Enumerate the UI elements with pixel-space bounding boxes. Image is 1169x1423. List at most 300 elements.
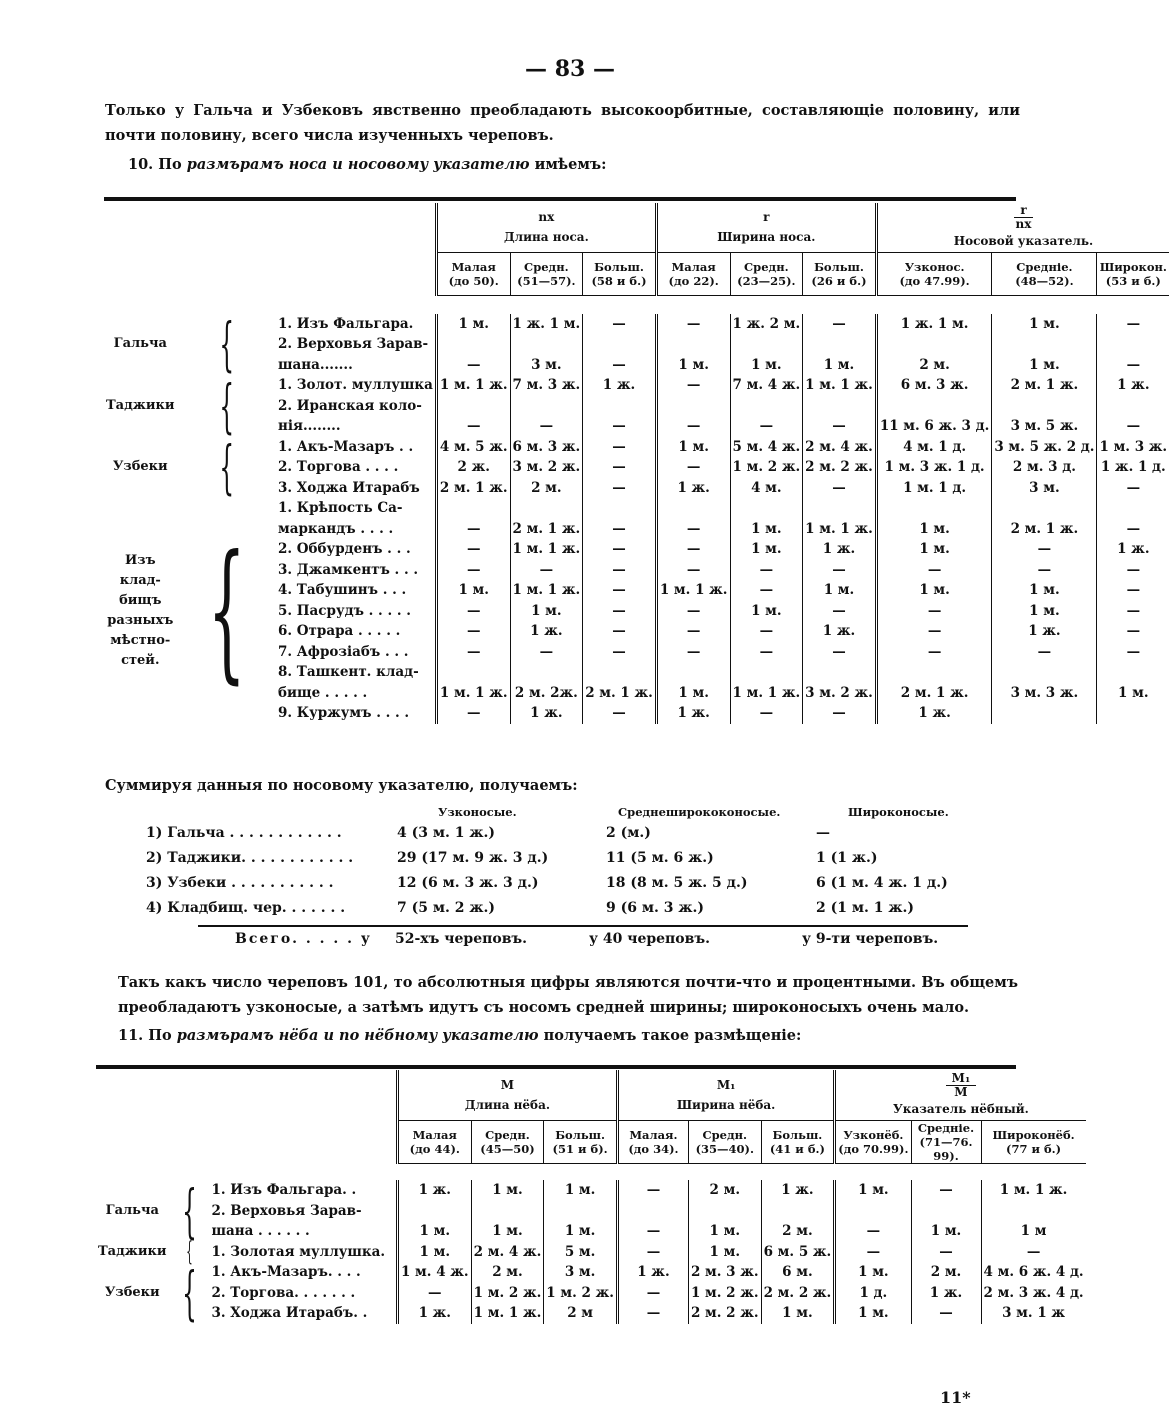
group-header [436, 203, 656, 252]
table-cell: 1 м. [730, 519, 803, 540]
table-1-grid [104, 203, 1169, 724]
table-cell: 1 м. [471, 1221, 544, 1242]
table-cell: 1 м. 1 ж. [803, 519, 877, 540]
table-cell [803, 334, 877, 355]
table-cell: 1 м. [510, 601, 583, 622]
table-cell: 1 ж. [1097, 539, 1169, 560]
table-cell: 1 м [981, 1221, 1086, 1242]
table-cell: 3 м. [992, 478, 1097, 499]
row-label: 2. Торгова . . . . [278, 459, 399, 475]
column-header-line: (71—76. [919, 1135, 973, 1149]
table-2-top-rule [96, 1065, 1016, 1069]
table-cell: — [656, 457, 730, 478]
table-cell: 1 м. 4 ж. [397, 1262, 471, 1283]
page-number: — 83 — [525, 56, 615, 82]
column-header-line: Узконёб. [843, 1128, 904, 1142]
table-cell: 5 м. 4 ж. [730, 437, 803, 458]
table-cell: — [656, 539, 730, 560]
table-cell: 4 м. 1 д. [876, 437, 992, 458]
table-row [96, 1242, 1086, 1263]
signature-mark: 11* [940, 1388, 971, 1407]
column-header-line: (до 70.99). [838, 1142, 909, 1156]
table-cell: — [1097, 478, 1169, 499]
row-label: 2. Оббурденъ . . . [278, 541, 411, 557]
column-header [1097, 252, 1169, 295]
table-cell: 2 м. 3 ж. 4 д. [981, 1283, 1086, 1304]
table-cell: 11 м. 6 ж. 3 д. [876, 416, 992, 437]
table-cell: — [583, 314, 657, 335]
table-cell: 1 м. 2 ж. [544, 1283, 618, 1304]
table-cell: — [510, 560, 583, 581]
table-cell: — [436, 539, 510, 560]
table-cell: 2 м. [876, 355, 992, 376]
row-label: маркандъ . . . . [278, 520, 394, 537]
section-11-num: 11. По [118, 1027, 172, 1044]
table-cell [656, 498, 730, 519]
paragraph-1: Только у Гальча и Узбековъ явственно преобладають высокоорбитные, составляющіе половину, или почти половину, всего числа изученныхъ череповъ. [105, 102, 1020, 144]
table-cell: — [1097, 416, 1169, 437]
table-cell: 2 м. 4 ж. [471, 1242, 544, 1263]
table-cell: 1 м. [436, 580, 510, 601]
table-cell: 1 м. [1097, 683, 1169, 704]
table-cell: — [992, 560, 1097, 581]
section-11-italic: размърамъ нёба и по нёбному указателю [176, 1027, 539, 1044]
table-cell [876, 334, 992, 355]
table-cell [730, 498, 803, 519]
table-cell [761, 1201, 835, 1222]
table-cell: 2 м. [510, 478, 583, 499]
table-cell: 1 м. 1 ж. [510, 539, 583, 560]
table-cell: — [803, 642, 877, 663]
summary-total-narrow: 52-хъ череповъ. [395, 931, 528, 947]
row-label: 6. Отрара . . . . . [278, 623, 401, 639]
summary-value-medium: 9 (6 м. 3 ж.) [606, 900, 705, 916]
summary-value-narrow: 7 (5 м. 2 ж.) [397, 900, 496, 916]
row-label: 2. Иранская коло- [278, 397, 422, 414]
row-group-name: Узбеки [112, 459, 168, 475]
column-header [397, 1121, 471, 1164]
table-cell: 3 м. [510, 355, 583, 376]
table-cell [544, 1201, 618, 1222]
table-cell: 1 м. [656, 355, 730, 376]
table-row [104, 457, 1169, 478]
table-cell [436, 396, 510, 417]
column-header-line: Малая [412, 1128, 457, 1142]
table-cell [510, 334, 583, 355]
table-cell: — [1097, 519, 1169, 540]
table-cell: — [876, 560, 992, 581]
table-cell: 3 м. [544, 1262, 618, 1283]
table-cell [876, 396, 992, 417]
table-cell: 1 м. [835, 1303, 911, 1324]
table-cell [835, 1201, 911, 1222]
table-cell: 1 м. [656, 437, 730, 458]
table-cell: 2 м. 1 ж. [992, 519, 1097, 540]
table-cell: — [656, 601, 730, 622]
row-label: 2. Верховья Зарав- [211, 1202, 362, 1219]
column-header [617, 1121, 688, 1164]
table-cell: — [436, 703, 510, 724]
column-header-line: (45—50) [480, 1142, 535, 1156]
column-header-line: (48—52). [1015, 273, 1074, 288]
table-cell: 5 м. [544, 1242, 618, 1263]
row-label: шана . . . . . . [211, 1223, 310, 1239]
table-cell: 1 м. [656, 683, 730, 704]
table-cell: — [617, 1242, 688, 1263]
column-header-line: Средн. [744, 259, 789, 274]
row-group-name: Гальча [105, 1202, 159, 1218]
table-cell: 1 м. [436, 314, 510, 335]
table-cell [617, 1201, 688, 1222]
table-cell: 1 м. [835, 1262, 911, 1283]
group-label: Длина носа. [503, 230, 589, 245]
table-cell: — [911, 1242, 981, 1263]
fraction-bottom: M [954, 1084, 968, 1099]
table-row [104, 539, 1169, 560]
table-cell: — [981, 1242, 1086, 1263]
table-cell: 1 м. [471, 1180, 544, 1201]
table-cell: 1 ж. [656, 703, 730, 724]
table-cell [730, 396, 803, 417]
table-cell: — [803, 601, 877, 622]
row-label: 3. Ходжа Итарабъ [278, 479, 420, 496]
table-cell: 7 м. 3 ж. [510, 375, 583, 396]
table-cell: — [617, 1303, 688, 1324]
table-cell: 1 м. [876, 580, 992, 601]
column-header [911, 1121, 981, 1164]
table-cell: — [1097, 642, 1169, 663]
table-cell: 1 ж. [397, 1180, 471, 1201]
table-cell: 6 м. [761, 1262, 835, 1283]
column-header-line: (23—25). [737, 273, 796, 288]
index-fraction [838, 1071, 1083, 1099]
table-cell [730, 334, 803, 355]
brace-glyph: { [218, 310, 234, 378]
table-cell: — [583, 437, 657, 458]
row-label: 3. Ходжа Итарабъ. . [211, 1305, 368, 1321]
summary-column-header: Широконосые. [848, 805, 949, 819]
row-label: 7. Афрозіабъ . . . [278, 643, 409, 660]
table-cell: 1 м. [397, 1242, 471, 1263]
table-cell [471, 1201, 544, 1222]
column-header-line: Больш. [814, 259, 864, 274]
table-cell: — [876, 642, 992, 663]
table-cell: — [436, 355, 510, 376]
table-cell: 1 ж. [803, 621, 877, 642]
column-header [688, 1121, 761, 1164]
summary-value-medium: 2 (м.) [606, 825, 651, 841]
column-header [583, 252, 657, 295]
table-cell: — [876, 621, 992, 642]
table-cell: 1 м. 2 ж. [471, 1283, 544, 1304]
table-cell [656, 662, 730, 683]
table-cell: 2 м. 3 д. [992, 457, 1097, 478]
table-cell: 1 м. 1 ж. [981, 1180, 1086, 1201]
column-header-line: Широкон. [1099, 259, 1167, 274]
table-cell: 1 м. [688, 1221, 761, 1242]
group-header [876, 203, 1169, 252]
table-cell: 1 ж. [397, 1303, 471, 1324]
brace-glyph: { [181, 1258, 197, 1327]
table-row [104, 375, 1169, 396]
table-cell: 2 м. 1 ж. [583, 683, 657, 704]
fraction-bottom: nx [1015, 217, 1032, 231]
table-cell [981, 1201, 1086, 1222]
table-cell: — [1097, 314, 1169, 335]
table-cell [992, 396, 1097, 417]
table-cell [510, 498, 583, 519]
table-1-top-rule [104, 197, 1016, 201]
table-cell: 2 м. [688, 1180, 761, 1201]
group-symbol: nx [538, 209, 555, 224]
table-row [104, 560, 1169, 581]
table-cell: — [730, 560, 803, 581]
fraction-top: M₁ [946, 1071, 977, 1086]
table-cell: 3 м. 2 ж. [803, 683, 877, 704]
table-cell: 3 м. 3 ж. [992, 683, 1097, 704]
table-cell: — [656, 519, 730, 540]
row-label: 1. Крѣпость Са- [278, 500, 403, 516]
column-header-line: Средніе. [917, 1121, 975, 1135]
table-cell [583, 498, 657, 519]
summary-total-wide: у 9-ти череповъ. [802, 931, 939, 947]
table-cell: 1 м. 1 ж. [471, 1303, 544, 1324]
table-cell: — [803, 314, 877, 335]
table-cell [583, 334, 657, 355]
row-label: 2. Верховья Зарав- [278, 336, 429, 352]
table-row [104, 478, 1169, 499]
table-row [96, 1221, 1086, 1242]
table-cell: — [803, 478, 877, 499]
table-cell: 1 м. 1 д. [876, 478, 992, 499]
table-cell: 1 м. [544, 1221, 618, 1242]
table-cell: — [876, 601, 992, 622]
table-cell: 1 м. 2 ж. [688, 1283, 761, 1304]
table-cell: 1 м. 1 ж. [436, 375, 510, 396]
column-header-row [96, 1121, 1086, 1164]
section-10-tail: имѣемъ: [534, 156, 607, 173]
table-cell [876, 498, 992, 519]
table-cell: 3 м. 2 ж. [510, 457, 583, 478]
table-cell: 1 ж. [803, 539, 877, 560]
table-cell: — [656, 314, 730, 335]
table-cell [1097, 703, 1169, 724]
table-cell: 6 м. 3 ж. [510, 437, 583, 458]
column-header-line: (до 50). [448, 273, 499, 288]
column-header-line: (41 и б.) [769, 1142, 825, 1156]
column-header [730, 252, 803, 295]
table-cell: — [730, 416, 803, 437]
column-header-line: Широконёб. [992, 1128, 1075, 1142]
table-row [104, 437, 1169, 458]
table-cell: 1 м. [992, 314, 1097, 335]
group-label: Ширина носа. [717, 230, 816, 245]
row-group-name: Гальча [113, 336, 167, 352]
row-label: 8. Ташкент. клад- [278, 664, 419, 680]
table-cell [397, 1201, 471, 1222]
column-header-row [104, 252, 1169, 295]
table-cell [992, 498, 1097, 519]
group-header [835, 1070, 1086, 1121]
column-header-line: (58 и б.) [591, 273, 647, 288]
table-cell: — [992, 539, 1097, 560]
summary-row-label: 4) Кладбищ. чер. . . . . . . [146, 900, 346, 916]
summary-column-header: Среднеширококоносые. [618, 805, 781, 819]
table-cell: — [583, 416, 657, 437]
table-cell: 1 м. [876, 539, 992, 560]
column-header-line: Больш. [772, 1128, 823, 1142]
table-row [104, 519, 1169, 540]
column-header [835, 1121, 911, 1164]
table-cell: 1 м. [992, 580, 1097, 601]
table-row [104, 580, 1169, 601]
table-cell: 1 м. 1 ж. [656, 580, 730, 601]
row-label: 1. Золот. муллушка [278, 377, 433, 393]
table-cell: — [992, 642, 1097, 663]
table-cell: — [436, 642, 510, 663]
table-cell: — [583, 601, 657, 622]
group-header [397, 1070, 617, 1121]
table-cell [803, 662, 877, 683]
table-row [96, 1303, 1086, 1324]
table-row [104, 416, 1169, 437]
row-label: 2. Торгова. . . . . . . [211, 1284, 356, 1301]
table-cell [803, 498, 877, 519]
table-cell: — [436, 621, 510, 642]
table-cell: — [510, 642, 583, 663]
table-cell: 1 ж. 1 д. [1097, 457, 1169, 478]
fraction-top: r [1014, 203, 1032, 218]
summary-row-label: 1) Гальча . . . . . . . . . . . . [146, 825, 342, 841]
table-cell [656, 396, 730, 417]
table-row [104, 396, 1169, 417]
summary-rule [198, 925, 968, 927]
row-group-name: Таджики [106, 397, 175, 413]
table-cell: — [656, 560, 730, 581]
table-cell: 3 м. 5 ж. [992, 416, 1097, 437]
table-cell: — [436, 519, 510, 540]
column-header-line: (53 и б.) [1105, 273, 1161, 288]
column-header-line: Средн. [485, 1128, 530, 1142]
row-label: 4. Табушинъ . . . [278, 582, 407, 598]
table-row [96, 1283, 1086, 1304]
table-cell: — [436, 416, 510, 437]
group-symbol: M [500, 1077, 515, 1092]
column-header [981, 1121, 1086, 1164]
summary-value-wide: 6 (1 м. 4 ж. 1 д.) [816, 875, 948, 891]
column-header [436, 252, 510, 295]
table-cell: 1 ж. [617, 1262, 688, 1283]
summary-value-medium: 18 (8 м. 5 ж. 5 д.) [606, 875, 748, 891]
table-cell: 2 м. [911, 1262, 981, 1283]
column-header-line: Малая [671, 259, 716, 274]
table-cell [436, 334, 510, 355]
table-cell: — [1097, 601, 1169, 622]
summary-value-medium: 11 (5 м. 6 ж.) [606, 850, 714, 866]
table-cell: 1 ж. [656, 478, 730, 499]
table-cell: — [1097, 621, 1169, 642]
table-row [104, 355, 1169, 376]
column-header-line: (до 44). [409, 1142, 460, 1156]
table-cell: — [1097, 560, 1169, 581]
summary-value-wide: 2 (1 м. 1 ж.) [816, 900, 915, 916]
table-cell: 2 ж. [436, 457, 510, 478]
table-cell [510, 396, 583, 417]
table-cell: 1 м. 1 ж. [803, 375, 877, 396]
table-cell [1097, 334, 1169, 355]
table-cell: — [583, 621, 657, 642]
table-cell: 1 м. 1 ж. [436, 683, 510, 704]
table-cell: — [656, 416, 730, 437]
table-cell: — [656, 642, 730, 663]
column-header-line: (35—40). [695, 1142, 754, 1156]
row-label: нія........ [278, 418, 341, 434]
table-row [96, 1262, 1086, 1283]
table-cell [803, 396, 877, 417]
section-10-italic: размърамъ носа и носовому указателю [186, 156, 530, 173]
row-label: 1. Золотая муллушка. [211, 1243, 386, 1260]
section-11-heading [118, 1023, 1033, 1048]
row-group-name: Узбеки [104, 1284, 160, 1300]
summary-row-label: 2) Таджики. . . . . . . . . . . . [146, 850, 354, 866]
row-label: 5. Пасрудъ . . . . . [278, 602, 411, 619]
table-cell: 3 м. 1 ж [981, 1303, 1086, 1324]
row-label: 9. Куржумъ . . . . [278, 705, 410, 721]
group-header [617, 1070, 834, 1121]
column-header [544, 1121, 618, 1164]
table-cell: 2 м. 1 ж. [510, 519, 583, 540]
column-header-line: (до 47.99). [899, 273, 970, 288]
table-cell: 2 м. 1 ж. [876, 683, 992, 704]
table-cell: — [911, 1180, 981, 1201]
table-row [104, 498, 1169, 519]
table-cell: — [1097, 580, 1169, 601]
table-2-grid [96, 1070, 1086, 1327]
table-cell: 2 м. [761, 1221, 835, 1242]
table-cell: 2 м. 4 ж. [803, 437, 877, 458]
table-cell [656, 334, 730, 355]
table-cell: 1 ж. [510, 621, 583, 642]
table-cell [583, 396, 657, 417]
row-group-name: Изъ клад-бищъ разныхъ мѣстно-стей. [107, 552, 174, 668]
row-label: шана....... [278, 356, 353, 373]
column-header [803, 252, 877, 295]
column-header-line: Средн. [524, 259, 569, 274]
column-header-line: (до 34). [628, 1142, 679, 1156]
group-symbol: M₁ [716, 1077, 736, 1092]
summary-total-label: Всего. . . . . у [235, 931, 372, 947]
group-header-row [96, 1070, 1086, 1121]
table-cell: 2 м. [471, 1262, 544, 1283]
table-cell: 1 м. [835, 1180, 911, 1201]
table-cell: 1 ж. 2 м. [730, 314, 803, 335]
table-cell: 1 м. [992, 601, 1097, 622]
row-label: 1. Акъ-Мазаръ . . [278, 438, 414, 455]
table-cell: 2 м. 2 ж. [688, 1303, 761, 1324]
table-cell: 1 м. 3 ж. [1097, 437, 1169, 458]
table-cell: — [803, 703, 877, 724]
table-cell: 1 м. [730, 355, 803, 376]
table-cell: 1 м. [688, 1242, 761, 1263]
column-header [876, 252, 992, 295]
table-row [104, 621, 1169, 642]
group-label: Длина нёба. [464, 1098, 551, 1112]
table-cell: — [510, 416, 583, 437]
table-cell [583, 662, 657, 683]
table-cell: 1 м. [761, 1303, 835, 1324]
row-label: 1. Акъ-Мазаръ. . . . [211, 1264, 361, 1280]
table-cell: — [911, 1303, 981, 1324]
